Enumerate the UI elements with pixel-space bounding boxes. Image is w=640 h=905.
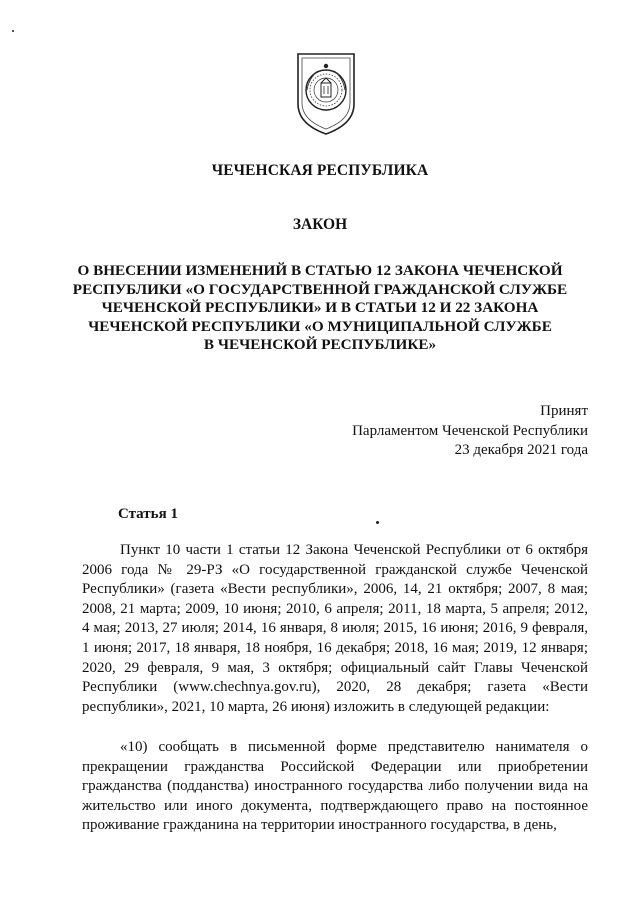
coat-of-arms-emblem: [293, 50, 359, 136]
law-title: [70, 262, 570, 355]
republic-name: ЧЕЧЕНСКАЯ РЕСПУБЛИКА: [211, 162, 429, 179]
law-title-line: РЕСПУБЛИКИ «О ГОСУДАРСТВЕННОЙ ГРАЖДАНСКОЙ СЛУЖБЕ: [72, 280, 568, 298]
adopting-body: Парламентом Чеченской Республики: [352, 422, 588, 439]
scan-speck: [12, 30, 14, 32]
law-title-line: В ЧЕЧЕНСКОЙ РЕСПУБЛИКЕ»: [203, 336, 437, 354]
adoption-status: Принят: [540, 403, 588, 419]
article-paragraph: «10) сообщать в письменной форме представителю нанимателя о прекращении гражданства Российской Федерации или приобретении гражданства (подданства) иностранного государства либо получении вида на жительство или иного документа, подтверждающего право на постоянное проживание гражданина на территории иностранного государства, в день,: [82, 739, 588, 834]
scan-speck: [376, 521, 379, 524]
law-title-line: ЧЕЧЕНСКОЙ РЕСПУБЛИКИ «О МУНИЦИПАЛЬНОЙ СЛУЖБЕ: [88, 317, 552, 335]
document-type: ЗАКОН: [292, 216, 348, 233]
law-title-line: О ВНЕСЕНИИ ИЗМЕНЕНИЙ В СТАТЬЮ 12 ЗАКОНА ЧЕЧЕНСКОЙ: [77, 262, 563, 279]
adoption-date: 23 декабря 2021 года: [454, 442, 588, 458]
article-heading: Статья 1: [118, 506, 178, 522]
law-title-line: ЧЕЧЕНСКОЙ РЕСПУБЛИКИ» И В СТАТЬИ 12 И 22 ЗАКОНА: [101, 299, 539, 317]
article-paragraph: Пункт 10 части 1 статьи 12 Закона Чеченской Республики от 6 октября 2006 года № 29-РЗ «О государственной гражданской службе Чеченской Республики» (газета «Вести республики», 2006, 14, 21 октября; 2007, 8 мая; 2008, 21 марта; 2009, 10 июня; 2010, 6 апреля; 2011, 18 марта, 5 апреля; 2012, 4 мая; 2013, 27 июля; 2014, 16 января, 8 июля; 2015, 16 июня; 2016, 9 февраля, 1 июня; 2017, 18 января, 18 ноября, 16 декабря; 2018, 16 мая; 2019, 12 января; 2020, 29 февраля, 9 мая, 3 октября; официальный сайт Главы Чеченской Республики (www.chechnya.gov.ru), 2020, 28 декабря; газета «Вести республики», 2021, 10 марта, 26 июня) изложить в следующей редакции:: [82, 542, 588, 715]
adoption-block: [352, 402, 588, 461]
